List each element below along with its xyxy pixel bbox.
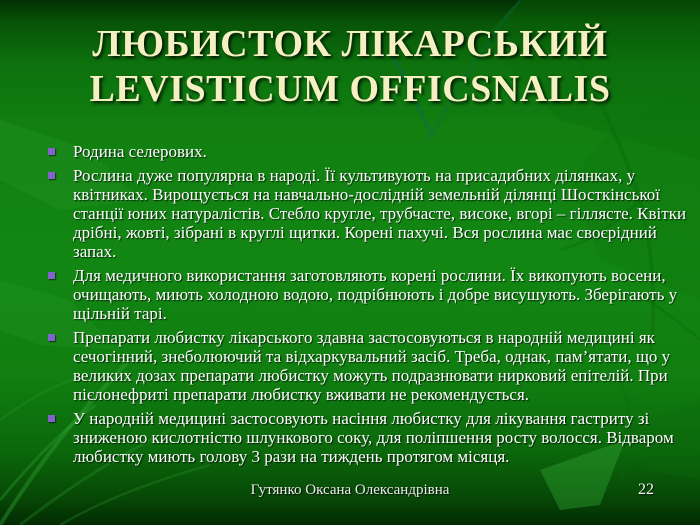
bullet-text: Препарати любистку лікарського здавна застосовуються в народній медицині як сечогінний, знеболюючий та відхаркувальний засіб. Треба, однак, пам’ятати, що у великих дозах препарати любистку можуть подразнювати нирковий епітелій. При пієлонефриті препарати любистку вживати не рекомендується. bbox=[73, 328, 671, 404]
bullet-list bbox=[40, 142, 692, 471]
bullet-text: Родина селерових. bbox=[73, 142, 207, 161]
title-line-ukrainian: ЛЮБИСТОК ЛІКАРСЬКИЙ bbox=[92, 23, 608, 65]
bullet-square-icon bbox=[48, 415, 55, 422]
bullet-text: Рослина дуже популярна в народі. Її культивують на присадибних ділянках, у квітниках. Вирощується на навчально-дослідній земельній ділянці Шосткінської станції юних натуралістів. Стебло кругле, трубчасте, високе, вгорі – гіллясте. Квітки дрібні, жовті, зібрані в круглі щитки. Корені пахучі. Вся рослина має своєрідний запах. bbox=[73, 166, 687, 261]
bullet-item bbox=[40, 142, 692, 161]
bullet-item bbox=[40, 166, 692, 261]
bullet-square-icon bbox=[48, 172, 55, 179]
bullet-item bbox=[40, 328, 692, 404]
bullet-item bbox=[40, 266, 692, 323]
bullet-text: Для медичного використання заготовляють корені рослини. Їх викопують восени, очищають, миють холодною водою, подрібнюють і добре висушують. Зберігають у щільній тарі. bbox=[73, 266, 678, 323]
bullet-square-icon bbox=[48, 334, 55, 341]
title-line-latin: LEVISTICUM OFFICSNALIS bbox=[89, 68, 611, 110]
footer-author: Гутянко Оксана Олександрівна bbox=[250, 482, 450, 498]
bullet-square-icon bbox=[48, 148, 55, 155]
slide-page-number: 22 bbox=[638, 481, 654, 498]
bullet-square-icon bbox=[48, 272, 55, 279]
bullet-text: У народній медицині застосовують насіння любистку для лікування гастриту зі зниженою кислотністю шлункового соку, для поліпшення росту волосся. Відваром любистку миють голову 3 рази на тиждень протягом місяця. bbox=[73, 409, 674, 466]
slide-title bbox=[0, 22, 700, 112]
bullet-item bbox=[40, 409, 692, 466]
